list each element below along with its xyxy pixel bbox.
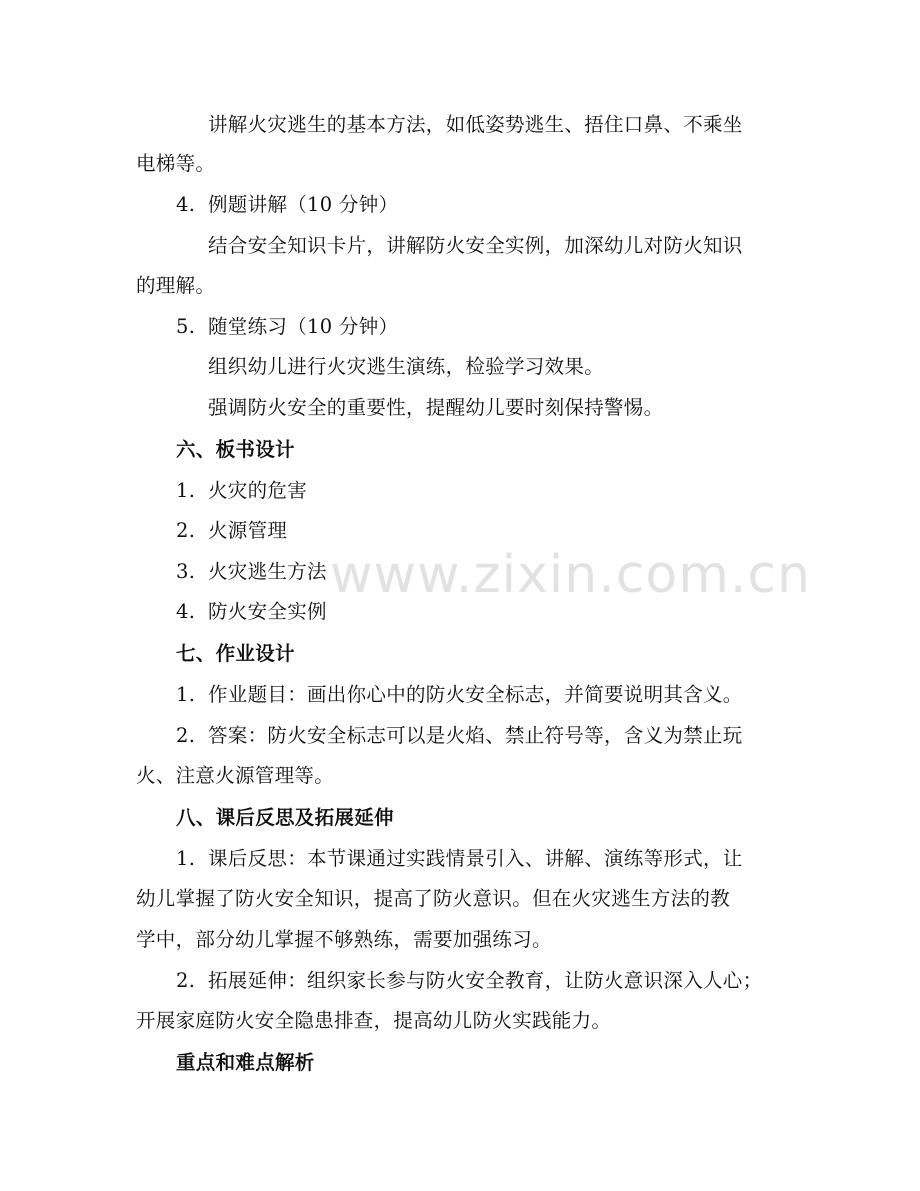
list-item xyxy=(176,598,327,626)
list-item xyxy=(176,558,327,586)
section-heading: 六、板书设计 xyxy=(176,438,295,461)
list-number: 5. xyxy=(176,315,196,338)
list-item xyxy=(176,477,307,505)
list-item-text: 作业题目：画出你心中的防火安全标志，并简要说明其含义。 xyxy=(208,683,743,706)
section-heading: 七、作业设计 xyxy=(176,642,295,665)
section-heading: 重点和难点解析 xyxy=(176,1051,315,1074)
paragraph-line: 讲解火灾逃生的基本方法，如低姿势逃生、捂住口鼻、不乘坐 xyxy=(208,113,743,136)
list-item-text: 例题讲解（10 分钟） xyxy=(208,193,399,216)
list-item xyxy=(176,681,743,709)
list-item-text: 课后反思：本节课通过实践情景引入、讲解、演练等形式，让 xyxy=(208,847,743,870)
list-item xyxy=(176,845,743,873)
list-number: 2. xyxy=(176,969,196,992)
list-number: 1. xyxy=(176,479,196,502)
paragraph-line: 组织幼儿进行火灾逃生演练，检验学习效果。 xyxy=(208,355,605,378)
list-item-5 xyxy=(176,313,398,341)
list-item xyxy=(176,967,762,995)
list-item-text: 火灾的危害 xyxy=(208,479,308,502)
paragraph-line: 强调防火安全的重要性，提醒幼儿要时刻保持警惕。 xyxy=(208,396,664,419)
list-item-text: 答案：防火安全标志可以是火焰、禁止符号等，含义为禁止玩 xyxy=(208,724,743,747)
list-number: 1. xyxy=(176,847,196,870)
paragraph-line: 电梯等。 xyxy=(136,152,216,175)
list-item xyxy=(176,517,287,545)
paragraph-line: 学中，部分幼儿掌握不够熟练，需要加强练习。 xyxy=(136,928,552,951)
list-number: 4. xyxy=(176,600,196,623)
list-item-text: 随堂练习（10 分钟） xyxy=(208,315,399,338)
list-item xyxy=(176,722,743,750)
list-item-text: 火源管理 xyxy=(208,519,288,542)
paragraph-line: 火、注意火源管理等。 xyxy=(136,764,335,787)
paragraph-line: 开展家庭防火安全隐患排查，提高幼儿防火实践能力。 xyxy=(136,1009,612,1032)
watermark: www.zixin.com.cn xyxy=(330,545,811,605)
list-number: 2. xyxy=(176,724,196,747)
list-item-text: 火灾逃生方法 xyxy=(208,560,327,583)
list-number: 3. xyxy=(176,560,196,583)
list-item-4 xyxy=(176,191,398,219)
list-item-text: 防火安全实例 xyxy=(208,600,327,623)
section-heading: 八、课后反思及拓展延伸 xyxy=(176,806,394,829)
list-number: 4. xyxy=(176,193,196,216)
paragraph-line: 的理解。 xyxy=(136,274,216,297)
paragraph-line: 结合安全知识卡片，讲解防火安全实例，加深幼儿对防火知识 xyxy=(208,234,743,257)
paragraph-line: 幼儿掌握了防火安全知识，提高了防火意识。但在火灾逃生方法的教 xyxy=(136,887,731,910)
list-number: 2. xyxy=(176,519,196,542)
list-number: 1. xyxy=(176,683,196,706)
list-item-text: 拓展延伸：组织家长参与防火安全教育，让防火意识深入人心； xyxy=(208,969,763,992)
